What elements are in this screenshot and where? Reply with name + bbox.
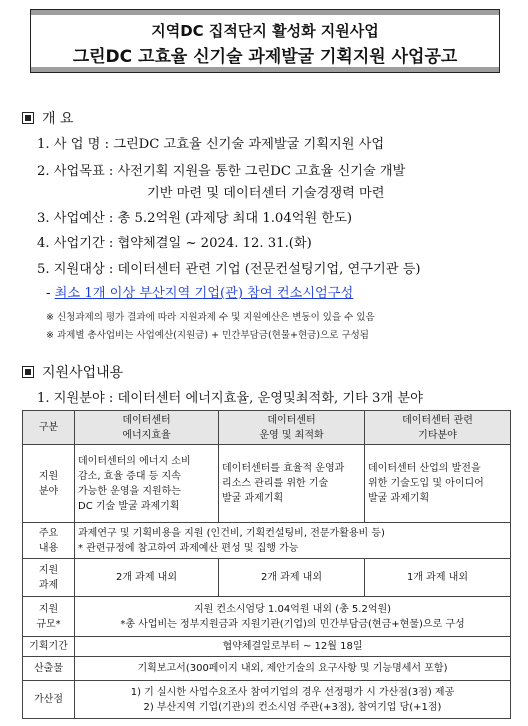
header-cell: 구분 <box>23 411 75 445</box>
row-label: 지원 규모* <box>23 597 75 637</box>
table-cell: 데이터센터를 효율적 운영과 리소스 관리를 위한 기술 발굴 과제기획 <box>219 445 365 523</box>
support-field-line: 1. 지원분야 : 데이터센터 에너지효율, 운영및최적화, 기타 3개 분야 <box>37 391 423 406</box>
table-cell: 협약체결일로부터 ~ 12월 18일 <box>75 637 511 657</box>
table-cell: 2개 과제 내외 <box>75 559 219 597</box>
dash-prefix: - <box>46 286 55 301</box>
header-cell: 데이터센터 관련 기타분야 <box>365 411 511 445</box>
table-cell: 데이터센터 산업의 발전을 위한 기술도입 및 아이디어 발굴 과제기획 <box>365 445 511 523</box>
section-support-heading <box>22 362 123 382</box>
section-support-title: 지원사업내용 <box>42 365 124 381</box>
table-cell: 지원 컨소시엄당 1.04억원 내외 (총 5.2억원) *총 사업비는 정부지원금과 지원기관(기업)의 민간부담금(현금+현물)으로 구성 <box>75 597 511 637</box>
table-row <box>23 637 511 657</box>
header-cell: 데이터센터 에너지효율 <box>75 411 219 445</box>
table-cell: 데이터센터의 에너지 소비 감소, 효율 증대 등 지속 가능한 운영을 지원하는 DC 기술 발굴 과제기획 <box>75 445 219 523</box>
row-label: 지원 과제 <box>23 559 75 597</box>
note-evaluation: ※ 신청과제의 평가 결과에 따라 지원과제 수 및 지원예산은 변동이 있을 수 있음 <box>46 312 375 323</box>
support-table <box>22 410 511 719</box>
table-cell: 1개 과제 내외 <box>365 559 511 597</box>
table-row <box>23 523 511 559</box>
row-label: 가산점 <box>23 681 75 719</box>
table-row <box>23 597 511 637</box>
table-cell: 1) 기 실시한 사업수요조사 참여기업의 경우 선정평가 시 가산점(3점) 제공 2) 부산지역 기업(기관)의 컨소시엄 주관(+3점), 참여기업 당(+1점) <box>75 681 511 719</box>
table-header-row <box>23 411 511 445</box>
overview-item-goal-cont: 기반 마련 및 데이터센터 기술경쟁력 마련 <box>147 186 385 201</box>
table-row <box>23 657 511 681</box>
consortium-requirement <box>46 282 353 301</box>
row-label: 산출물 <box>23 657 75 681</box>
table-cell: 과제연구 및 기획비용을 지원 (인건비, 기획컨설팅비, 전문가활용비 등) * 관련규정에 참고하여 과제예산 편성 및 집행 가능 <box>75 523 511 559</box>
table-cell: 2개 과제 내외 <box>219 559 365 597</box>
table-cell: 기획보고서(300페이지 내외, 제안기술의 요구사항 및 기능명세서 포함) <box>75 657 511 681</box>
overview-item-name: 1. 사 업 명 : 그린DC 고효율 신기술 과제발굴 기획지원 사업 <box>37 137 385 152</box>
table-row <box>23 681 511 719</box>
overview-item-period: 4. 사업기간 : 협약체결일 ~ 2024. 12. 31.(화) <box>37 236 312 251</box>
page-title-line1: 지역DC 집적단지 활성화 지원사업 <box>151 22 379 40</box>
note-budget-composition: ※ 과제별 총사업비는 사업예산(지원금) + 민간부담금(현물+현금)으로 구성됨 <box>46 330 369 341</box>
table-row <box>23 559 511 597</box>
section-overview-title: 개 요 <box>42 111 74 127</box>
page-title-line2: 그린DC 고효율 신기술 과제발굴 기획지원 사업공고 <box>72 47 458 67</box>
banner-top-bar <box>31 10 499 15</box>
section-overview-heading <box>22 108 74 128</box>
banner-bottom-bar <box>31 67 499 72</box>
square-bullet-icon <box>22 112 34 124</box>
row-label: 지원 분야 <box>23 445 75 523</box>
row-label: 주요 내용 <box>23 523 75 559</box>
row-label: 기획기간 <box>23 637 75 657</box>
overview-item-budget: 3. 사업예산 : 총 5.2억원 (과제당 최대 1.04억원 한도) <box>37 211 353 226</box>
overview-item-target: 5. 지원대상 : 데이터센터 관련 기업 (전문컨설팅기업, 연구기관 등) <box>37 262 421 277</box>
table-row <box>23 445 511 523</box>
title-banner <box>30 9 500 73</box>
consortium-requirement-link[interactable]: 최소 1개 이상 부산지역 기업(관) 참여 컨소시엄구성 <box>54 286 354 301</box>
overview-item-goal: 2. 사업목표 : 사전기획 지원을 통한 그린DC 고효율 신기술 개발 <box>37 164 406 179</box>
square-bullet-icon <box>22 366 34 378</box>
header-cell: 데이터센터 운영 및 최적화 <box>219 411 365 445</box>
